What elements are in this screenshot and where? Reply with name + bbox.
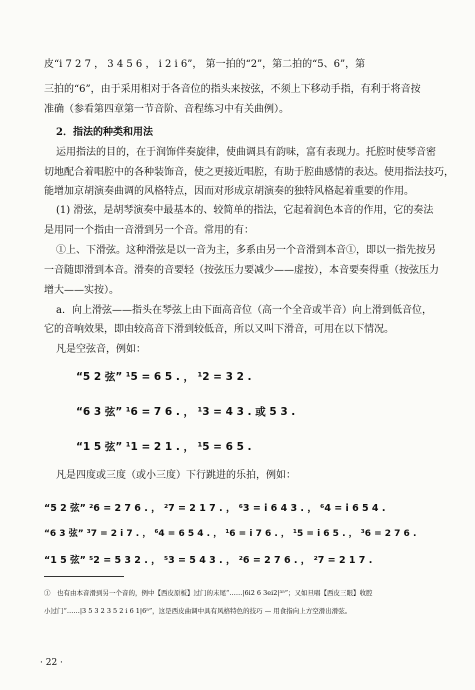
footnote-line-2: 小过门“……|3 5 3 2 3 5 2 i 6 1|6⁵”，这是西皮曲调中具有风格特色的技巧 — 用食指向上方空滑出滑弦。 bbox=[44, 607, 352, 615]
text-line-13: a．向上滑弦——指头在琴弦上由下面高音位（高一个全音或半音）向上滑到低音位， bbox=[56, 305, 432, 316]
notation-row-3: “1 5 弦” ¹1 = 2 1 . ， ¹5 = 6 5 . bbox=[76, 441, 252, 453]
text-line-9: 是用同一个指由一音滑到另一个音。常用的有： bbox=[44, 225, 254, 236]
text-line-5: 运用指法的目的，在于润饰伴奏旋律，使曲调具有韵味，富有表现力。托腔时使琴音密 bbox=[56, 147, 436, 158]
section-heading: 2．指法的种类和用法 bbox=[56, 127, 153, 138]
page-number: · 22 · bbox=[40, 658, 63, 668]
text-line-3: 准确（参看第四章第一节音阶、音程练习中有关曲例）。 bbox=[44, 104, 289, 115]
notation-row-6: “1 5 弦” ⁵2 = 5 3 2 . ， ⁵3 = 5 4 3 . ， ²6 = 2 7 6 . ， ²7 = 2 1 7 . bbox=[44, 555, 373, 566]
text-line-1: 皮“i 7 2 7 ， 3 4 5 6 ， i 2 i 6”， 第一拍的“2”，第二拍的“5、6”，第 bbox=[44, 59, 366, 70]
text-line-16: 凡是四度或三度（或小三度）下行跳进的乐拍，例如： bbox=[56, 470, 296, 481]
notation-row-4: “5 2 弦” ²6 = 2 7 6 . ， ²7 = 2 1 7 . ， ⁶3 = i 6 4 3 . ， ⁶4 = i 6 5 4 . bbox=[44, 503, 386, 514]
text-line-11: 一音随即滑到本音。滑奏的音要轻（按弦压力要减少——虚按），本音要奏得重（按弦压力 bbox=[44, 265, 439, 276]
text-line-15: 凡是空弦音，例如： bbox=[56, 344, 146, 355]
notation-row-1: “5 2 弦” ¹5 = 6 5 . ， ¹2 = 3 2 . bbox=[76, 371, 252, 383]
text-line-7: 能增加京胡演奏曲调的风格特点，因而对形成京胡演奏的独特风格起着重要的作用。 bbox=[44, 186, 414, 197]
text-line-6: 切地配合着唱腔中的各种装饰音，使之更接近唱腔，有助于腔曲感情的表达。使用指法技巧， bbox=[44, 167, 454, 178]
footnote-rule bbox=[44, 576, 124, 577]
text-line-2: 三拍的“6”，由于采用相对于各音位的指头来按弦，不须上下移动手指，有利于将音按 bbox=[44, 84, 421, 95]
text-line-8: (1) 滑弦，是胡琴演奏中最基本的、较简单的指法，它起着润色本音的作用，它的奏法 bbox=[56, 205, 434, 216]
text-line-12: 增大——实按）。 bbox=[44, 285, 119, 296]
notation-row-5: “6 3 弦” ³7 = 2 i 7 . ， ⁶4 = 6 5 4 . ， ¹6 = i 7 6 . ， ¹5 = i 6 5 . ， ³6 = 2 7 6 . bbox=[44, 529, 417, 539]
text-line-14: 它的音响效果，即由较高音下滑到较低音，所以又叫下滑音，可用在以下情况。 bbox=[44, 324, 394, 335]
notation-row-2: “6 3 弦” ¹6 = 7 6 . ， ¹3 = 4 3 . 或 5 3 . bbox=[76, 406, 296, 418]
text-line-10: ①上、下滑弦。这种滑弦是以一音为主，多系由另一个音滑到本音①，即以一指先按另 bbox=[56, 245, 436, 256]
footnote-line-1: ① 也有由本音滑到另一个音的，例中【西皮原板】过门的末尾“……|6i2 6 3ei2|³⁵”；又如旦唱【西皮三眼】收腔 bbox=[44, 589, 373, 597]
